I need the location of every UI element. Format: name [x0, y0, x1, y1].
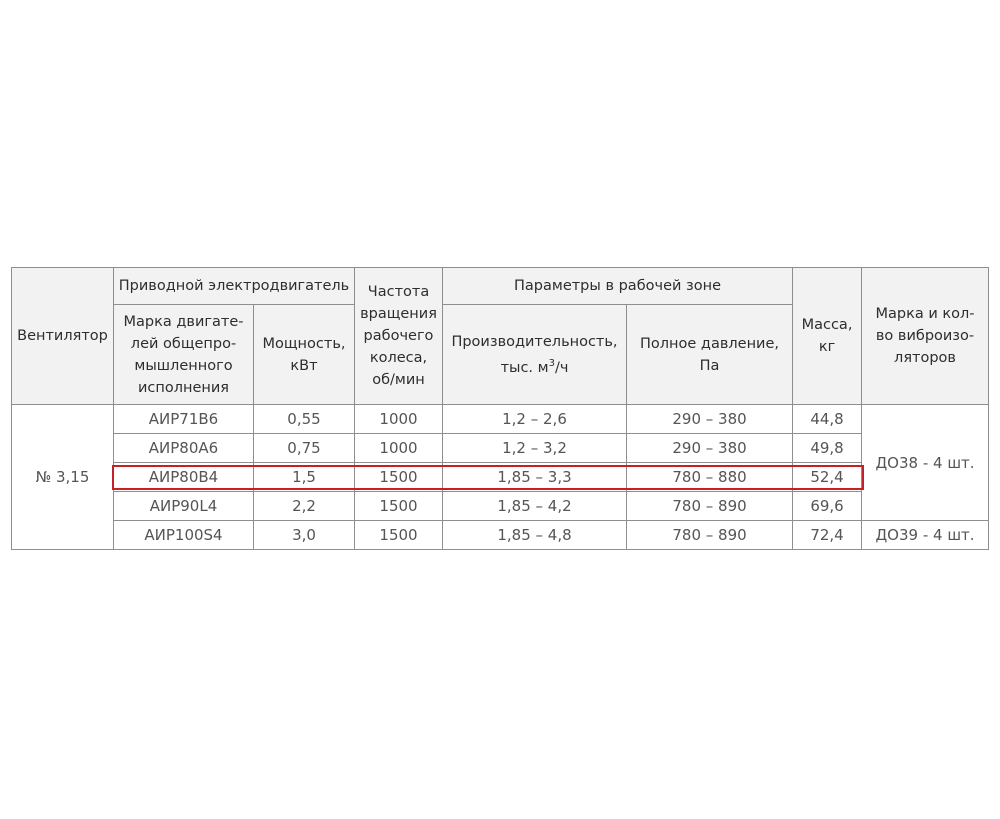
- pressure-cell: 780 – 890: [627, 492, 793, 521]
- isolators-cell: ДО38 - 4 шт.: [862, 405, 989, 521]
- table-row: [12, 405, 989, 434]
- header-mass: Масса, кг: [793, 268, 862, 405]
- speed-cell: 1500: [355, 492, 443, 521]
- capacity-cell: 1,85 – 3,3: [443, 463, 627, 492]
- table-row: [12, 434, 989, 463]
- speed-cell: 1500: [355, 463, 443, 492]
- mass-cell: 44,8: [793, 405, 862, 434]
- table-row: [12, 492, 989, 521]
- motor-cell: АИР90L4: [114, 492, 254, 521]
- header-isolators: Марка и кол- во виброизо- ляторов: [862, 268, 989, 405]
- power-cell: 0,75: [254, 434, 355, 463]
- power-cell: 2,2: [254, 492, 355, 521]
- motor-cell: АИР100S4: [114, 521, 254, 550]
- header-params-group: Параметры в рабочей зоне: [443, 268, 793, 305]
- pressure-cell: 290 – 380: [627, 434, 793, 463]
- header-drive-group: Приводной электродвигатель: [114, 268, 355, 305]
- capacity-cell: 1,85 – 4,2: [443, 492, 627, 521]
- header-capacity: [443, 305, 627, 405]
- capacity-cell: 1,2 – 2,6: [443, 405, 627, 434]
- mass-cell: 49,8: [793, 434, 862, 463]
- table-row-highlighted: [12, 463, 989, 492]
- fan-spec-table: [11, 267, 989, 550]
- pressure-cell: 780 – 890: [627, 521, 793, 550]
- power-cell: 0,55: [254, 405, 355, 434]
- speed-cell: 1000: [355, 405, 443, 434]
- mass-cell: 72,4: [793, 521, 862, 550]
- table-body: [12, 405, 989, 550]
- mass-cell: 69,6: [793, 492, 862, 521]
- motor-cell: АИР80В4: [114, 463, 254, 492]
- fan-number-cell: № 3,15: [12, 405, 114, 550]
- header-fan: Вентилятор: [12, 268, 114, 405]
- header-power: Мощность, кВт: [254, 305, 355, 405]
- header-capacity-text: Производительность, тыс. м: [451, 333, 618, 376]
- power-cell: 1,5: [254, 463, 355, 492]
- header-motor-brand: Марка двигате- лей общепро- мышленного исполнения: [114, 305, 254, 405]
- header-pressure: Полное давление, Па: [627, 305, 793, 405]
- mass-cell: 52,4: [793, 463, 862, 492]
- capacity-cell: 1,85 – 4,8: [443, 521, 627, 550]
- header-capacity-sup: 3: [548, 357, 555, 369]
- header-capacity-unit: /ч: [554, 359, 569, 376]
- speed-cell: 1500: [355, 521, 443, 550]
- capacity-cell: 1,2 – 3,2: [443, 434, 627, 463]
- motor-cell: АИР71B6: [114, 405, 254, 434]
- pressure-cell: 780 – 880: [627, 463, 793, 492]
- isolators-cell: ДО39 - 4 шт.: [862, 521, 989, 550]
- header-speed: Частота вращения рабочего колеса, об/мин: [355, 268, 443, 405]
- table-row: [12, 521, 989, 550]
- speed-cell: 1000: [355, 434, 443, 463]
- pressure-cell: 290 – 380: [627, 405, 793, 434]
- table-header: [12, 268, 989, 405]
- power-cell: 3,0: [254, 521, 355, 550]
- motor-cell: АИР80А6: [114, 434, 254, 463]
- spec-table-container: [11, 267, 988, 550]
